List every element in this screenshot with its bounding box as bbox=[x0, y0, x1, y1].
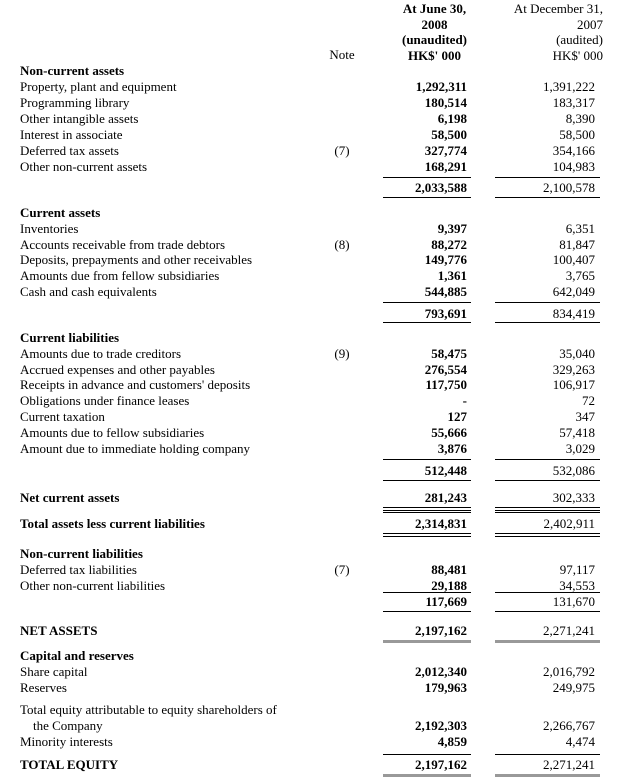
value-june-2008: 793,691 bbox=[424, 306, 467, 321]
value-december-2007: 100,407 bbox=[552, 252, 595, 267]
column-header-december-2007 bbox=[495, 1, 603, 63]
value-december-2007: 2,271,241 bbox=[543, 623, 595, 638]
value-june-2008: 2,012,340 bbox=[415, 664, 467, 679]
value-december-2007: 34,553 bbox=[559, 578, 595, 593]
row-label: Reserves bbox=[20, 680, 67, 695]
rule-col2 bbox=[495, 754, 600, 755]
row-label: the Company bbox=[33, 718, 103, 733]
value-june-2008: 55,666 bbox=[431, 425, 467, 440]
row-label: Receipts in advance and customers' deposits bbox=[20, 377, 251, 392]
col1-line-3: (unaudited) bbox=[401, 32, 468, 47]
table-row bbox=[0, 111, 625, 127]
row-label: Amounts due to trade creditors bbox=[20, 346, 182, 361]
value-june-2008: 2,197,162 bbox=[415, 623, 467, 638]
row-label: Accrued expenses and other payables bbox=[20, 362, 215, 377]
value-december-2007: 6,351 bbox=[565, 221, 595, 236]
table-row bbox=[0, 362, 625, 378]
table-row bbox=[0, 425, 625, 441]
value-december-2007: 106,917 bbox=[552, 377, 595, 392]
col2-line-3: (audited) bbox=[556, 32, 603, 47]
value-december-2007: 131,670 bbox=[552, 594, 595, 609]
table-row bbox=[0, 180, 625, 196]
row-note: (8) bbox=[334, 237, 350, 252]
row-label: Amounts due to fellow subsidiaries bbox=[20, 425, 205, 440]
row-label: Property, plant and equipment bbox=[20, 79, 177, 94]
table-row bbox=[0, 252, 625, 268]
column-header-june-2008 bbox=[392, 1, 477, 63]
table-row bbox=[0, 306, 625, 322]
table-row bbox=[0, 330, 625, 346]
table-row bbox=[0, 205, 625, 221]
value-december-2007: 2,266,767 bbox=[543, 718, 595, 733]
value-june-2008: 276,554 bbox=[424, 362, 467, 377]
table-row bbox=[0, 562, 625, 578]
col1-line-2: 2008 bbox=[421, 16, 448, 32]
table-row bbox=[0, 79, 625, 95]
value-june-2008: 3,876 bbox=[437, 441, 467, 456]
table-row bbox=[0, 490, 625, 506]
table-row bbox=[0, 680, 625, 696]
table-row bbox=[0, 516, 625, 532]
rule-col1 bbox=[383, 459, 471, 460]
value-december-2007: 72 bbox=[582, 393, 595, 408]
table-row bbox=[0, 594, 625, 610]
table-row bbox=[0, 284, 625, 300]
value-december-2007: 2,271,241 bbox=[543, 757, 595, 772]
value-june-2008: 1,292,311 bbox=[415, 79, 467, 94]
table-row bbox=[0, 127, 625, 143]
rule-col2 bbox=[495, 774, 600, 777]
table-row bbox=[0, 159, 625, 175]
rule-col1 bbox=[383, 774, 471, 777]
row-label: Programming library bbox=[20, 95, 130, 110]
value-december-2007: 2,100,578 bbox=[543, 180, 595, 195]
table-row bbox=[0, 463, 625, 479]
rule-col2 bbox=[495, 507, 600, 511]
col2-line-2: 2007 bbox=[577, 16, 603, 32]
value-june-2008: 180,514 bbox=[424, 95, 467, 110]
value-december-2007: 58,500 bbox=[559, 127, 595, 142]
table-row bbox=[0, 664, 625, 680]
row-label: Interest in associate bbox=[20, 127, 123, 142]
row-label: Non-current assets bbox=[20, 63, 125, 78]
row-note: (7) bbox=[334, 143, 350, 158]
value-june-2008: 127 bbox=[447, 409, 467, 424]
rule-col2 bbox=[495, 302, 600, 303]
table-row bbox=[0, 393, 625, 409]
row-label: Amount due to immediate holding company bbox=[20, 441, 250, 456]
col2-line-1: At December 31, bbox=[513, 1, 603, 16]
value-june-2008: - bbox=[462, 393, 467, 408]
value-june-2008: 512,448 bbox=[424, 463, 467, 478]
value-june-2008: 117,750 bbox=[425, 377, 467, 392]
rule-col1 bbox=[383, 302, 471, 303]
value-december-2007: 104,983 bbox=[552, 159, 595, 174]
rule-col1 bbox=[383, 507, 471, 511]
rule-col2 bbox=[495, 640, 600, 643]
table-row bbox=[0, 346, 625, 362]
row-label: Other intangible assets bbox=[20, 111, 139, 126]
value-june-2008: 2,314,831 bbox=[415, 516, 467, 531]
value-june-2008: 149,776 bbox=[424, 252, 467, 267]
note-column-header: Note bbox=[329, 47, 355, 62]
table-row bbox=[0, 757, 625, 773]
value-june-2008: 281,243 bbox=[424, 490, 467, 505]
table-row bbox=[0, 377, 625, 393]
table-row bbox=[0, 648, 625, 664]
col2-line-4: HK$' 000 bbox=[552, 47, 603, 63]
value-june-2008: 2,192,303 bbox=[415, 718, 467, 733]
value-june-2008: 2,197,162 bbox=[415, 757, 467, 772]
table-row bbox=[0, 143, 625, 159]
table-row bbox=[0, 268, 625, 284]
value-december-2007: 834,419 bbox=[552, 306, 595, 321]
value-june-2008: 9,397 bbox=[437, 221, 467, 236]
table-row bbox=[0, 63, 625, 79]
rule-col1 bbox=[383, 480, 471, 481]
row-note: (9) bbox=[334, 346, 350, 361]
value-december-2007: 1,391,222 bbox=[543, 79, 595, 94]
value-december-2007: 2,016,792 bbox=[543, 664, 595, 679]
table-row bbox=[0, 95, 625, 111]
rule-col2 bbox=[495, 592, 600, 593]
row-label: Total equity attributable to equity shareholders of bbox=[20, 702, 277, 717]
row-label: Capital and reserves bbox=[20, 648, 134, 663]
value-december-2007: 532,086 bbox=[552, 463, 595, 478]
row-label: Deferred tax assets bbox=[20, 143, 119, 158]
value-december-2007: 97,117 bbox=[559, 562, 595, 577]
table-row bbox=[0, 718, 625, 734]
row-label: Amounts due from fellow subsidiaries bbox=[20, 268, 220, 283]
row-label: Deferred tax liabilities bbox=[20, 562, 137, 577]
row-label: Current liabilities bbox=[20, 330, 120, 345]
rule-col2 bbox=[495, 533, 600, 537]
value-june-2008: 88,481 bbox=[431, 562, 467, 577]
row-label: Accounts receivable from trade debtors bbox=[20, 237, 226, 252]
table-row bbox=[0, 221, 625, 237]
table-row bbox=[0, 409, 625, 425]
value-december-2007: 249,975 bbox=[552, 680, 595, 695]
row-label: TOTAL EQUITY bbox=[20, 757, 119, 772]
value-december-2007: 4,474 bbox=[565, 734, 595, 749]
col1-line-4: HK$' 000 bbox=[407, 47, 462, 63]
value-december-2007: 354,166 bbox=[552, 143, 595, 158]
col1-line-1: At June 30, bbox=[402, 1, 467, 16]
rule-col2 bbox=[495, 611, 600, 612]
value-june-2008: 179,963 bbox=[424, 680, 467, 695]
rule-col1 bbox=[383, 611, 471, 612]
row-label: Net current assets bbox=[20, 490, 120, 505]
value-december-2007: 8,390 bbox=[565, 111, 595, 126]
value-june-2008: 117,669 bbox=[425, 594, 467, 609]
value-december-2007: 81,847 bbox=[559, 237, 595, 252]
rule-col2 bbox=[495, 459, 600, 460]
row-label: Non-current liabilities bbox=[20, 546, 143, 561]
value-june-2008: 29,188 bbox=[431, 578, 467, 593]
value-june-2008: 327,774 bbox=[424, 143, 467, 158]
value-june-2008: 544,885 bbox=[424, 284, 467, 299]
row-label: Minority interests bbox=[20, 734, 113, 749]
rule-col1 bbox=[383, 754, 471, 755]
rule-col2 bbox=[495, 197, 600, 198]
row-label: Inventories bbox=[20, 221, 79, 236]
rule-col2 bbox=[495, 177, 600, 178]
row-label: Deposits, prepayments and other receivables bbox=[20, 252, 253, 267]
value-june-2008: 88,272 bbox=[431, 237, 467, 252]
table-row bbox=[0, 546, 625, 562]
rule-col1 bbox=[383, 197, 471, 198]
value-june-2008: 58,500 bbox=[431, 127, 467, 142]
row-label: Current assets bbox=[20, 205, 101, 220]
value-june-2008: 6,198 bbox=[437, 111, 467, 126]
value-december-2007: 329,263 bbox=[552, 362, 595, 377]
row-label: Obligations under finance leases bbox=[20, 393, 190, 408]
value-december-2007: 642,049 bbox=[552, 284, 595, 299]
row-note: (7) bbox=[334, 562, 350, 577]
value-june-2008: 4,859 bbox=[437, 734, 467, 749]
value-december-2007: 3,029 bbox=[565, 441, 595, 456]
row-label: Cash and cash equivalents bbox=[20, 284, 157, 299]
rule-col1 bbox=[383, 533, 471, 537]
table-row bbox=[0, 623, 625, 639]
value-june-2008: 168,291 bbox=[424, 159, 467, 174]
value-june-2008: 1,361 bbox=[437, 268, 467, 283]
rule-col1 bbox=[383, 177, 471, 178]
rule-col1 bbox=[383, 322, 471, 323]
rule-col1 bbox=[383, 592, 471, 593]
value-june-2008: 2,033,588 bbox=[415, 180, 467, 195]
value-december-2007: 57,418 bbox=[559, 425, 595, 440]
value-december-2007: 347 bbox=[575, 409, 595, 424]
rule-col2 bbox=[495, 322, 600, 323]
row-label: Other non-current assets bbox=[20, 159, 148, 174]
value-december-2007: 183,317 bbox=[552, 95, 595, 110]
row-label: Share capital bbox=[20, 664, 88, 679]
row-label: Other non-current liabilities bbox=[20, 578, 166, 593]
value-december-2007: 2,402,911 bbox=[543, 516, 595, 531]
value-december-2007: 302,333 bbox=[552, 490, 595, 505]
table-row bbox=[0, 441, 625, 457]
rule-col1 bbox=[383, 512, 471, 513]
rule-col2 bbox=[495, 512, 600, 513]
row-label: Total assets less current liabilities bbox=[20, 516, 205, 531]
value-december-2007: 35,040 bbox=[559, 346, 595, 361]
table-row bbox=[0, 734, 625, 750]
value-june-2008: 58,475 bbox=[431, 346, 467, 361]
row-label: NET ASSETS bbox=[20, 623, 98, 638]
value-december-2007: 3,765 bbox=[565, 268, 595, 283]
rule-col2 bbox=[495, 480, 600, 481]
table-row bbox=[0, 702, 625, 718]
rule-col1 bbox=[383, 640, 471, 643]
row-label: Current taxation bbox=[20, 409, 105, 424]
table-row bbox=[0, 237, 625, 253]
